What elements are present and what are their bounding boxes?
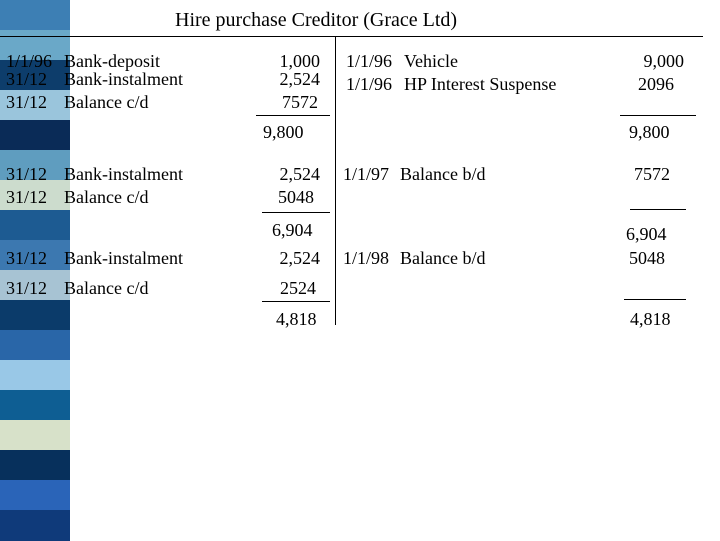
credit-amount: 2096 [638,74,674,94]
debit-desc: Bank-instalment [64,164,183,184]
strip-segment [0,510,70,541]
strip-segment [0,300,70,331]
debit-date: 31/12 [6,164,48,184]
credit-date: 1/1/96 [346,74,393,94]
debit-total: 9,800 [263,122,304,142]
strip-segment [0,0,70,31]
strip-segment [0,420,70,451]
debit-desc: Balance c/d [64,92,149,112]
debit-desc: Bank-instalment [64,248,183,268]
debit-date: 31/12 [6,278,48,298]
debit-amount: 2,524 [279,248,320,268]
strip-segment [0,480,70,511]
debit-amount: 2,524 [279,69,320,89]
debit-desc: Bank-instalment [64,69,183,89]
debit-desc: Bank-deposit [64,51,160,71]
credit-desc: HP Interest Suspense [404,74,557,94]
strip-segment [0,450,70,481]
debit-total: 6,904 [272,220,313,240]
credit-date: 1/1/97 [343,164,390,184]
ledger-center-divider [335,37,336,325]
debit-desc: Balance c/d [64,278,149,298]
debit-total-rule [262,212,330,213]
strip-segment [0,210,70,241]
debit-desc: Balance c/d [64,187,149,207]
debit-date: 31/12 [6,248,48,268]
debit-date: 1/1/96 [6,51,53,71]
credit-amount: 7572 [634,164,670,184]
credit-total: 4,818 [630,309,671,329]
credit-total-rule [630,209,686,210]
credit-total: 9,800 [629,122,670,142]
debit-date: 31/12 [6,92,48,112]
strip-segment [0,360,70,391]
page-title: Hire purchase Creditor (Grace Ltd) [175,9,458,31]
credit-date: 1/1/98 [343,248,390,268]
strip-segment [0,330,70,361]
credit-amount: 9,000 [643,51,684,71]
debit-date: 31/12 [6,187,48,207]
credit-desc: Balance b/d [400,164,486,184]
debit-total-rule [256,115,330,116]
credit-desc: Vehicle [404,51,458,71]
debit-date: 31/12 [6,69,48,89]
credit-date: 1/1/96 [346,51,393,71]
debit-total-rule [262,301,330,302]
credit-amount: 5048 [629,248,665,268]
credit-total-rule [624,299,686,300]
debit-amount: 5048 [278,187,314,207]
debit-amount: 2524 [280,278,316,298]
debit-amount: 1,000 [279,51,320,71]
credit-total: 6,904 [626,224,667,244]
credit-desc: Balance b/d [400,248,486,268]
credit-total-rule [620,115,696,116]
debit-amount: 7572 [282,92,318,112]
debit-amount: 2,524 [279,164,320,184]
strip-segment [0,390,70,421]
debit-total: 4,818 [276,309,317,329]
strip-segment [0,120,70,151]
title-underline [0,36,703,37]
